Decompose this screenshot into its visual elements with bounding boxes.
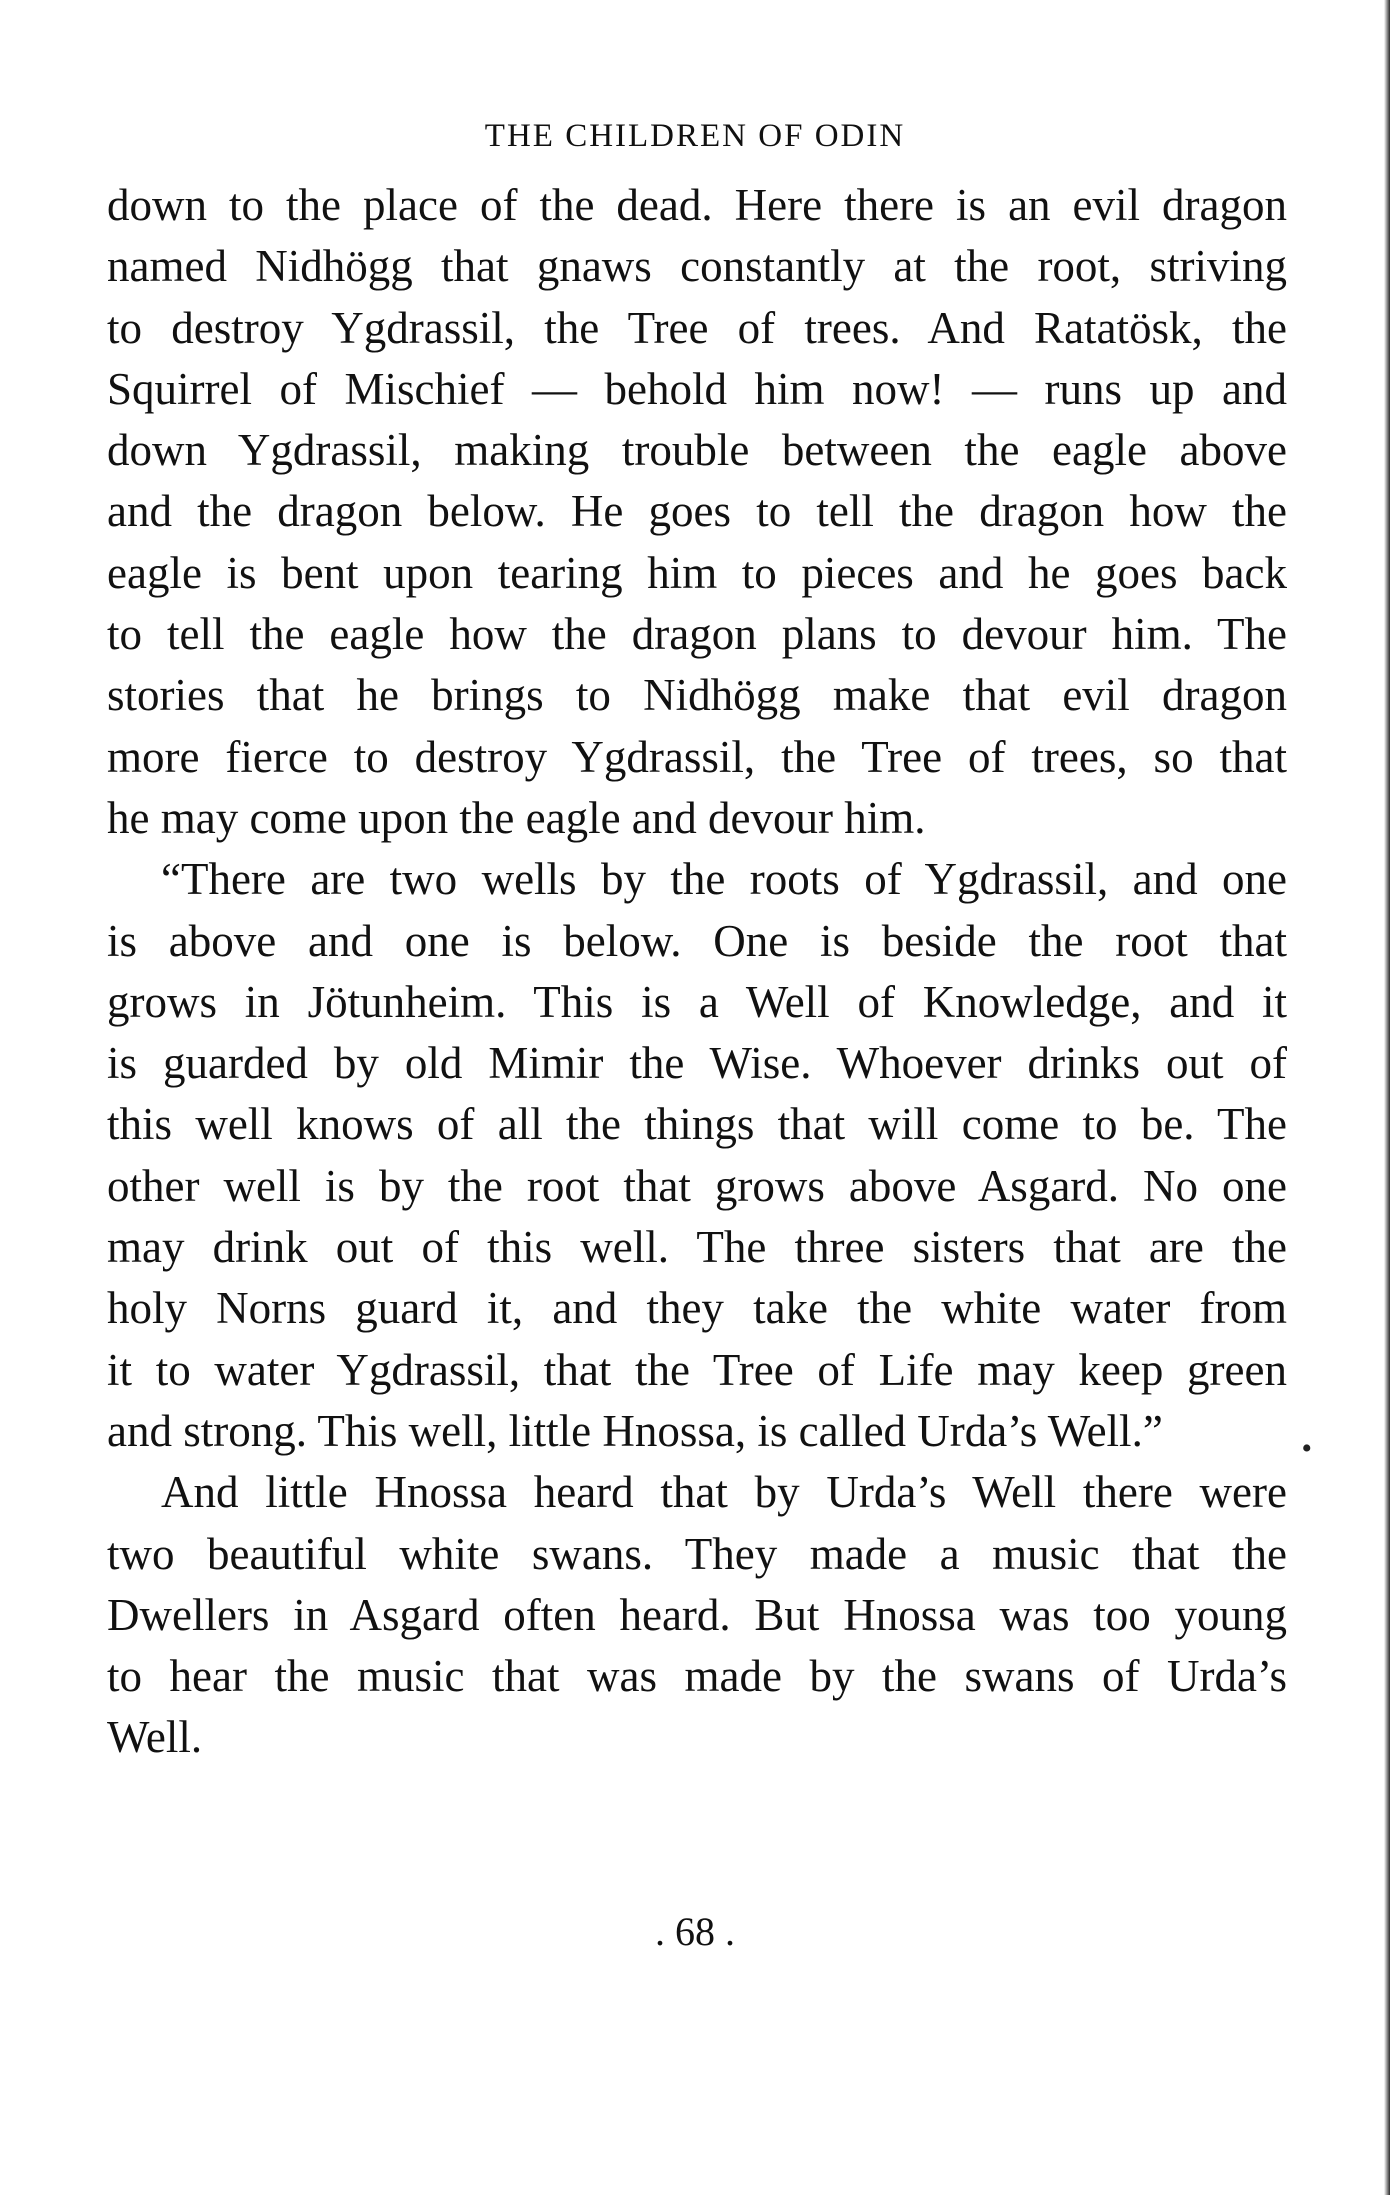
text-line: to tell the eagle how the dragon plans to devour him. The — [107, 609, 1287, 660]
text-line: may drink out of this well. The three sisters that are the — [107, 1222, 1287, 1273]
page-edge-shadow — [1384, 0, 1390, 2195]
text-line: more fierce to destroy Ygdrassil, the Tree of trees, so that — [107, 731, 1287, 782]
text-line: named Nidhögg that gnaws constantly at the root, striving — [107, 241, 1287, 292]
text-line: down to the place of the dead. Here there is an evil dragon — [107, 180, 1287, 230]
text-line: Well. — [107, 1712, 203, 1763]
stray-ink-mark: • — [1301, 1432, 1312, 1465]
text-line: Squirrel of Mischief — behold him now! — runs up and — [107, 363, 1287, 414]
text-line: grows in Jötunheim. This is a Well of Knowledge, and it — [107, 976, 1287, 1027]
text-line: he may come upon the eagle and devour him. — [107, 792, 926, 843]
text-line: And little Hnossa heard that by Urda’s Well there were — [161, 1467, 1287, 1518]
page-number: . 68 . — [655, 1909, 735, 1954]
text-line: it to water Ygdrassil, that the Tree of Life may keep green — [107, 1344, 1287, 1395]
text-line: to destroy Ygdrassil, the Tree of trees. And Ratatösk, the — [107, 302, 1287, 353]
text-line: two beautiful white swans. They made a music that the — [107, 1528, 1287, 1579]
running-head: THE CHILDREN OF ODIN — [484, 118, 906, 154]
text-line: eagle is bent upon tearing him to pieces and he goes back — [107, 547, 1287, 598]
text-line: other well is by the root that grows above Asgard. No one — [107, 1160, 1287, 1211]
text-line: “There are two wells by the roots of Ygdrassil, and one — [161, 854, 1287, 905]
text-line: to hear the music that was made by the swans of Urda’s — [107, 1651, 1287, 1702]
text-line: this well knows of all the things that will come to be. The — [107, 1099, 1287, 1150]
text-line: is guarded by old Mimir the Wise. Whoever drinks out of — [107, 1038, 1287, 1089]
text-line: and strong. This well, little Hnossa, is called Urda’s Well.” — [107, 1405, 1163, 1456]
text-line: holy Norns guard it, and they take the white water from — [107, 1283, 1287, 1334]
text-line: is above and one is below. One is beside the root that — [107, 915, 1287, 966]
body-text — [107, 175, 1287, 1769]
text-line: and the dragon below. He goes to tell the dragon how the — [107, 486, 1287, 537]
text-line: stories that he brings to Nidhögg make that evil dragon — [107, 670, 1287, 721]
text-line: down Ygdrassil, making trouble between the eagle above — [107, 425, 1287, 476]
text-line: Dwellers in Asgard often heard. But Hnossa was too young — [107, 1589, 1287, 1640]
